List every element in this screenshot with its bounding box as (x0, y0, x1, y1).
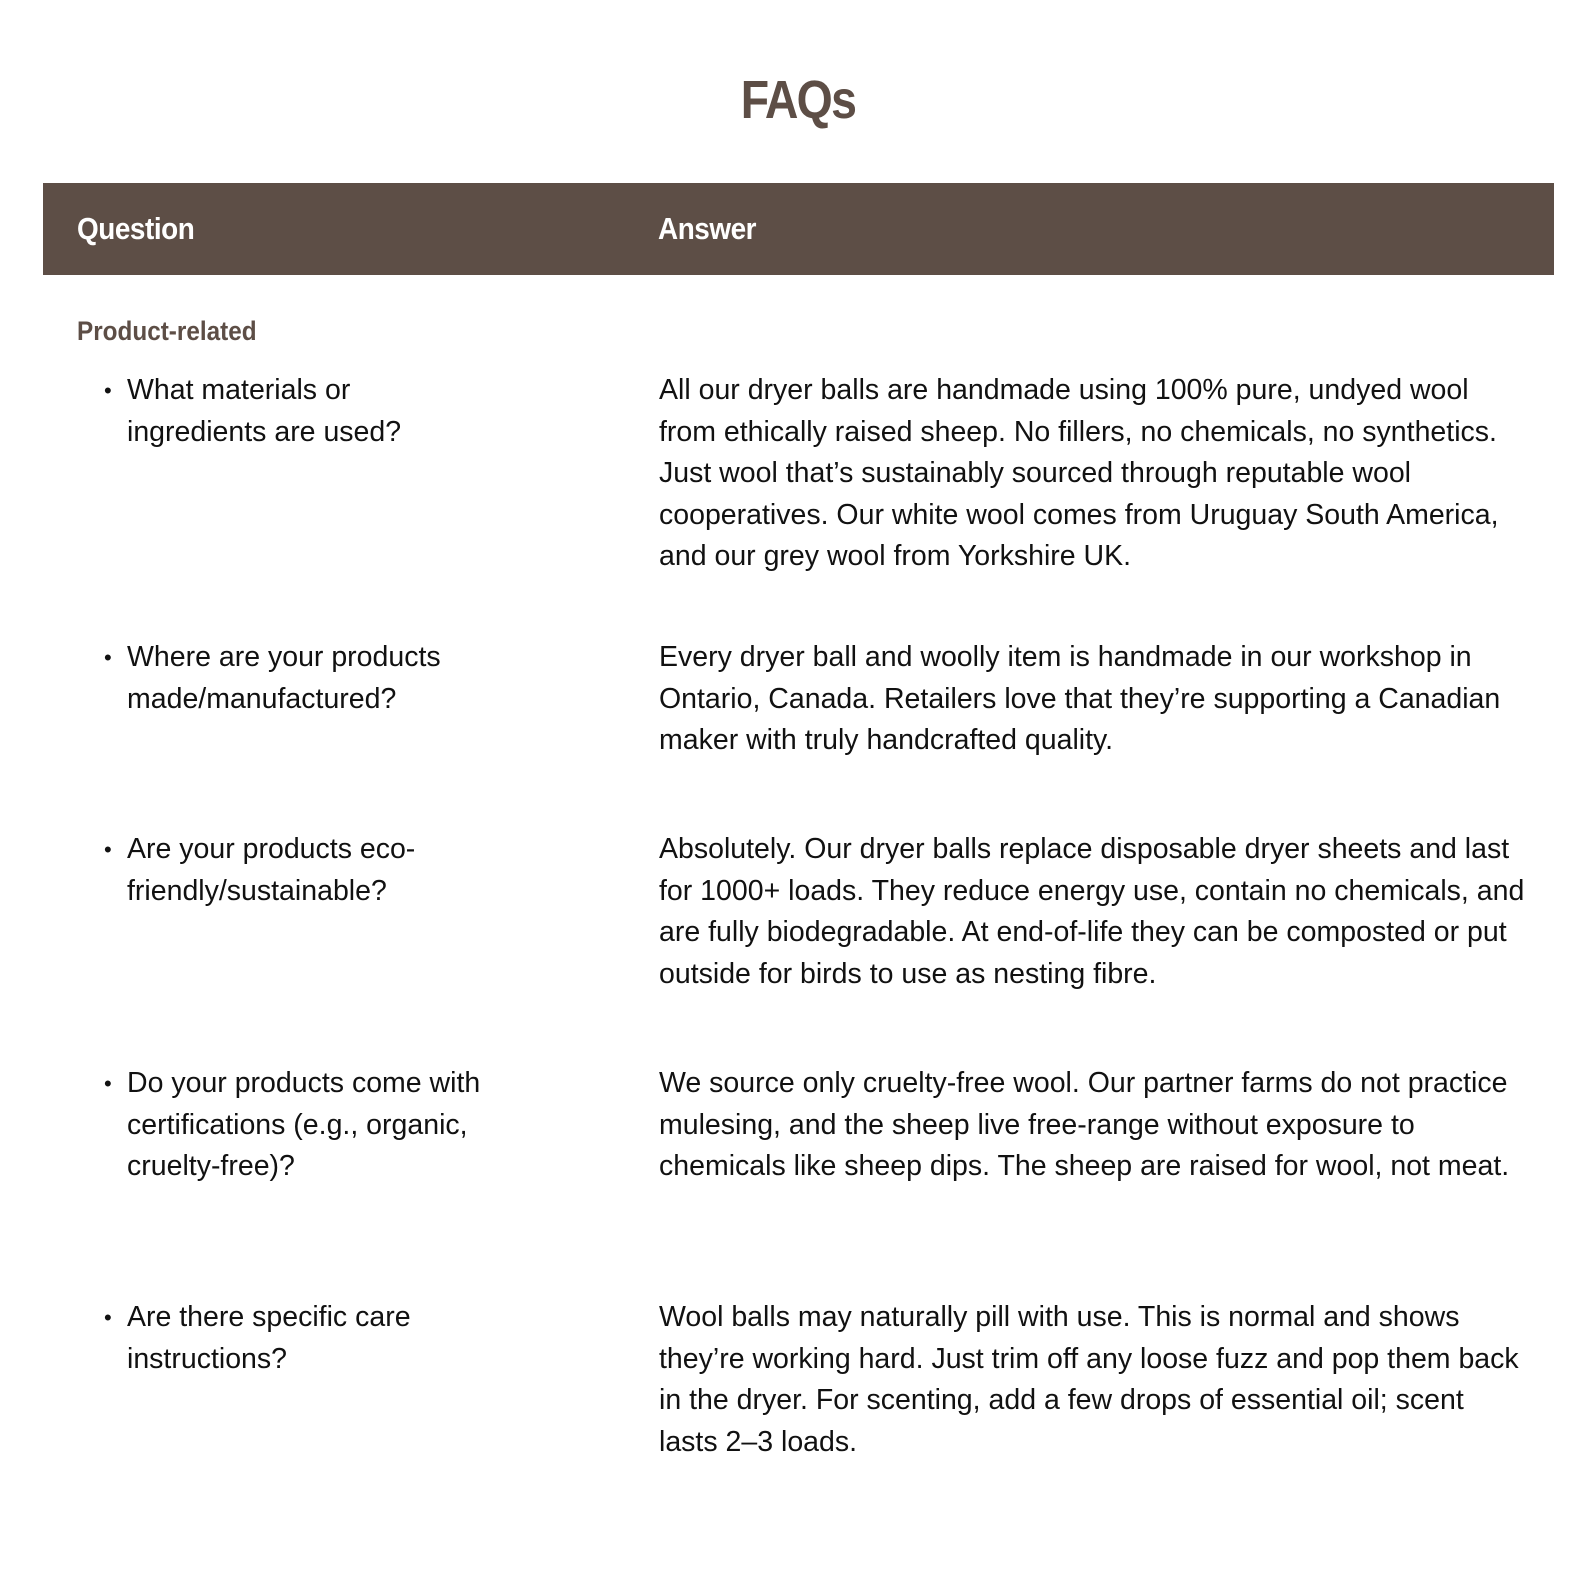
faq-answer: Wool balls may naturally pill with use. This is normal and shows they’re working hard. Just trim off any loose fuzz and pop them back in the dryer. For scenting, add a few drops of essential oil; scent lasts 2–3 loads. (659, 1301, 1519, 1458)
answer-column-header: Answer (658, 211, 757, 246)
section-heading: Product-related (77, 316, 257, 346)
faq-answer: We source only cruelty-free wool. Our partner farms do not practice mulesing, and the sheep live free-range without exposure to chemicals like sheep dips. The sheep are raised for wool, not meat. (659, 1067, 1510, 1182)
bullet-icon: • (104, 837, 112, 862)
page-title: FAQs (740, 70, 856, 130)
faq-question: Are your products eco-friendly/sustainable? (127, 833, 416, 907)
bullet-icon: • (104, 378, 112, 403)
bullet-icon: • (104, 1071, 112, 1096)
bullet-icon: • (104, 645, 112, 670)
faq-question: Where are your products made/manufactured? (127, 641, 441, 715)
faq-question: Are there specific care instructions? (127, 1301, 411, 1375)
table-header (43, 183, 1554, 275)
faq-answer: Every dryer ball and woolly item is handmade in our workshop in Ontario, Canada. Retailers love that they’re supporting a Canadian maker with truly handcrafted quality. (659, 641, 1501, 756)
faq-question: What materials or ingredients are used? (127, 374, 402, 448)
faq-answer: All our dryer balls are handmade using 100% pure, undyed wool from ethically raised sheep. No fillers, no chemicals, no synthetics. Just wool that’s sustainably sourced through reputable wool cooperatives. Our white wool comes from Uruguay South America, and our grey wool from Yorkshire UK. (659, 374, 1499, 572)
question-column-header: Question (77, 211, 195, 246)
bullet-icon: • (104, 1305, 112, 1330)
faq-question: Do your products come with certifications (e.g., organic, cruelty-free)? (127, 1067, 481, 1182)
faq-answer: Absolutely. Our dryer balls replace disposable dryer sheets and last for 1000+ loads. They reduce energy use, contain no chemicals, and are fully biodegradable. At end-of-life they can be composted or put outside for birds to use as nesting fibre. (659, 833, 1525, 990)
